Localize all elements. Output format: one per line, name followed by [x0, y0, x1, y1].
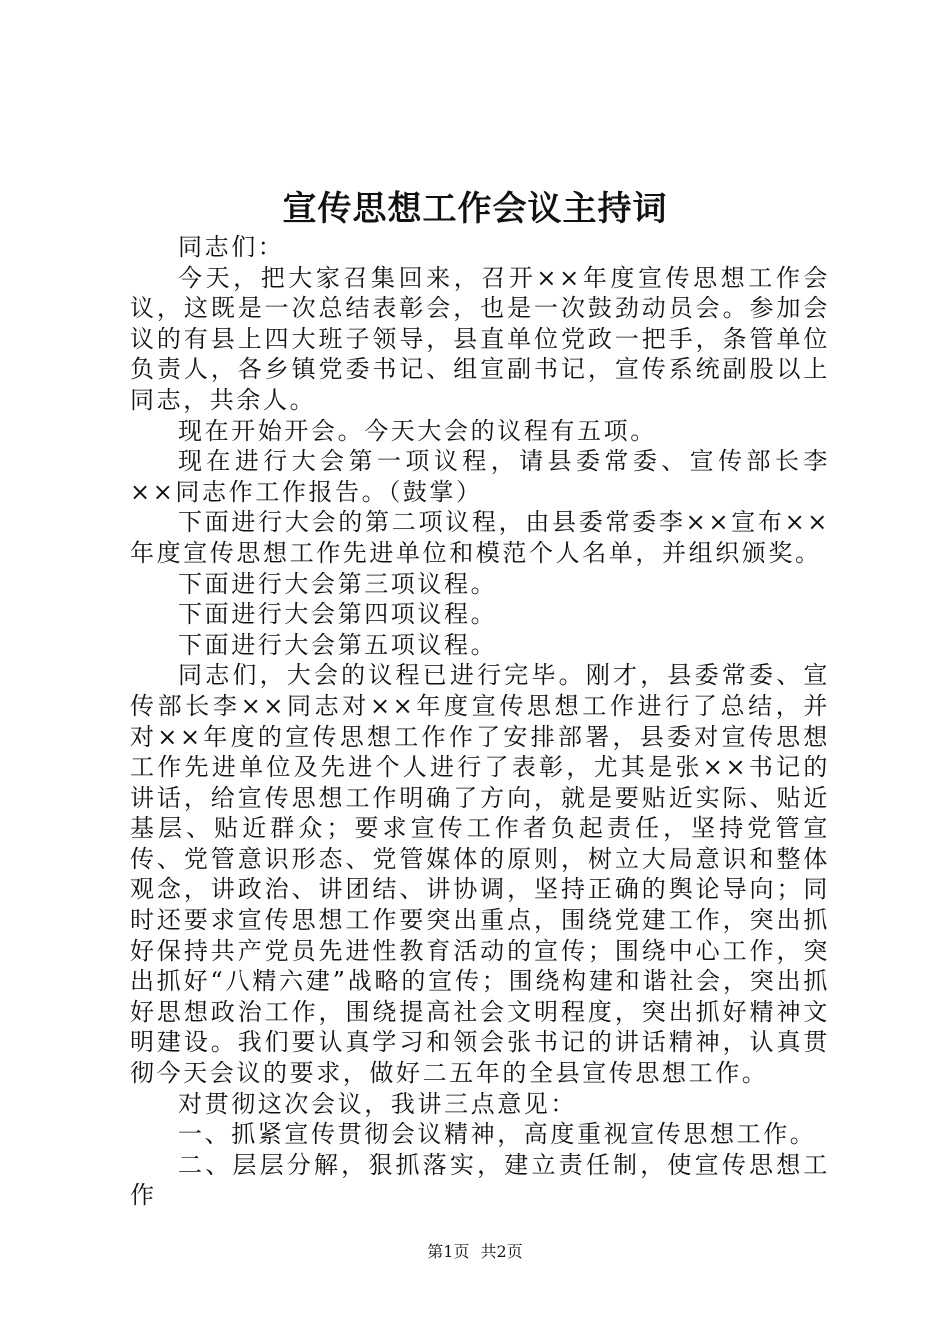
paragraph-greeting: 同志们： — [178, 233, 285, 261]
document-body — [130, 232, 830, 1211]
paragraph-opinion-2: 二、层层分解，狠抓落实，建立责任制，使宣传思想工作 — [130, 1150, 830, 1210]
page-footer — [0, 1242, 950, 1262]
page-number: 第1页 — [427, 1242, 470, 1261]
paragraph-agenda-item-3: 下面进行大会第三项议程。 — [178, 569, 498, 598]
paragraph-agenda-item-4: 下面进行大会第四项议程。 — [178, 600, 498, 629]
paragraph-opinion-1: 一、抓紧宣传贯彻会议精神，高度重视宣传思想工作。 — [178, 1120, 817, 1149]
paragraph-opinions-intro: 对贯彻这次会议，我讲三点意见： — [178, 1089, 577, 1118]
paragraph-agenda: 现在开始开会。今天大会的议程有五项。 — [178, 416, 657, 445]
paragraph-opening: 今天，把大家召集回来，召开××年度宣传思想工作会议，这既是一次总结表彰会，也是一次鼓劲动员会。参加会议的有县上四大班子领导，县直单位党政一把手，条管单位负责人，各乡镇党委书记、组宣副书记，宣传系统副股以上同志，共余人。 — [130, 263, 830, 414]
paragraph-agenda-item-5: 下面进行大会第五项议程。 — [178, 630, 498, 659]
paragraph-agenda-item-1: 现在进行大会第一项议程，请县委常委、宣传部长李××同志作工作报告。（鼓掌） — [130, 447, 830, 506]
paragraph-agenda-item-2: 下面进行大会的第二项议程，由县委常委李××宣布××年度宣传思想工作先进单位和模范个人名单，并组织颁奖。 — [130, 508, 830, 567]
document-title: 宣传思想工作会议主持词 — [282, 189, 668, 229]
page-total: 共2页 — [480, 1242, 523, 1261]
paragraph-summary: 同志们，大会的议程已进行完毕。刚才，县委常委、宣传部长李××同志对××年度宣传思想工作进行了总结，并对××年度的宣传思想工作作了安排部署，县委对宣传思想工作先进单位及先进个人进行了表彰，尤其是张××书记的讲话，给宣传思想工作明确了方向，就是要贴近实际、贴近基层、贴近群众；要求宣传工作者负起责任，坚持党管宣传、党管意识形态、党管媒体的原则，树立大局意识和整体观念，讲政治、讲团结、讲协调，坚持正确的舆论导向；同时还要求宣传思想工作要突出重点，围绕党建工作，突出抓好保持共产党员先进性教育活动的宣传；围绕中心工作，突出抓好“八精六建”战略的宣传；围绕构建和谐社会，突出抓好思想政治工作，围绕提高社会文明程度，突出抓好精神文明建设。我们要认真学习和领会张书记的讲话精神，认真贯彻今天会议的要求，做好二五年的全县宣传思想工作。 — [130, 661, 830, 1088]
